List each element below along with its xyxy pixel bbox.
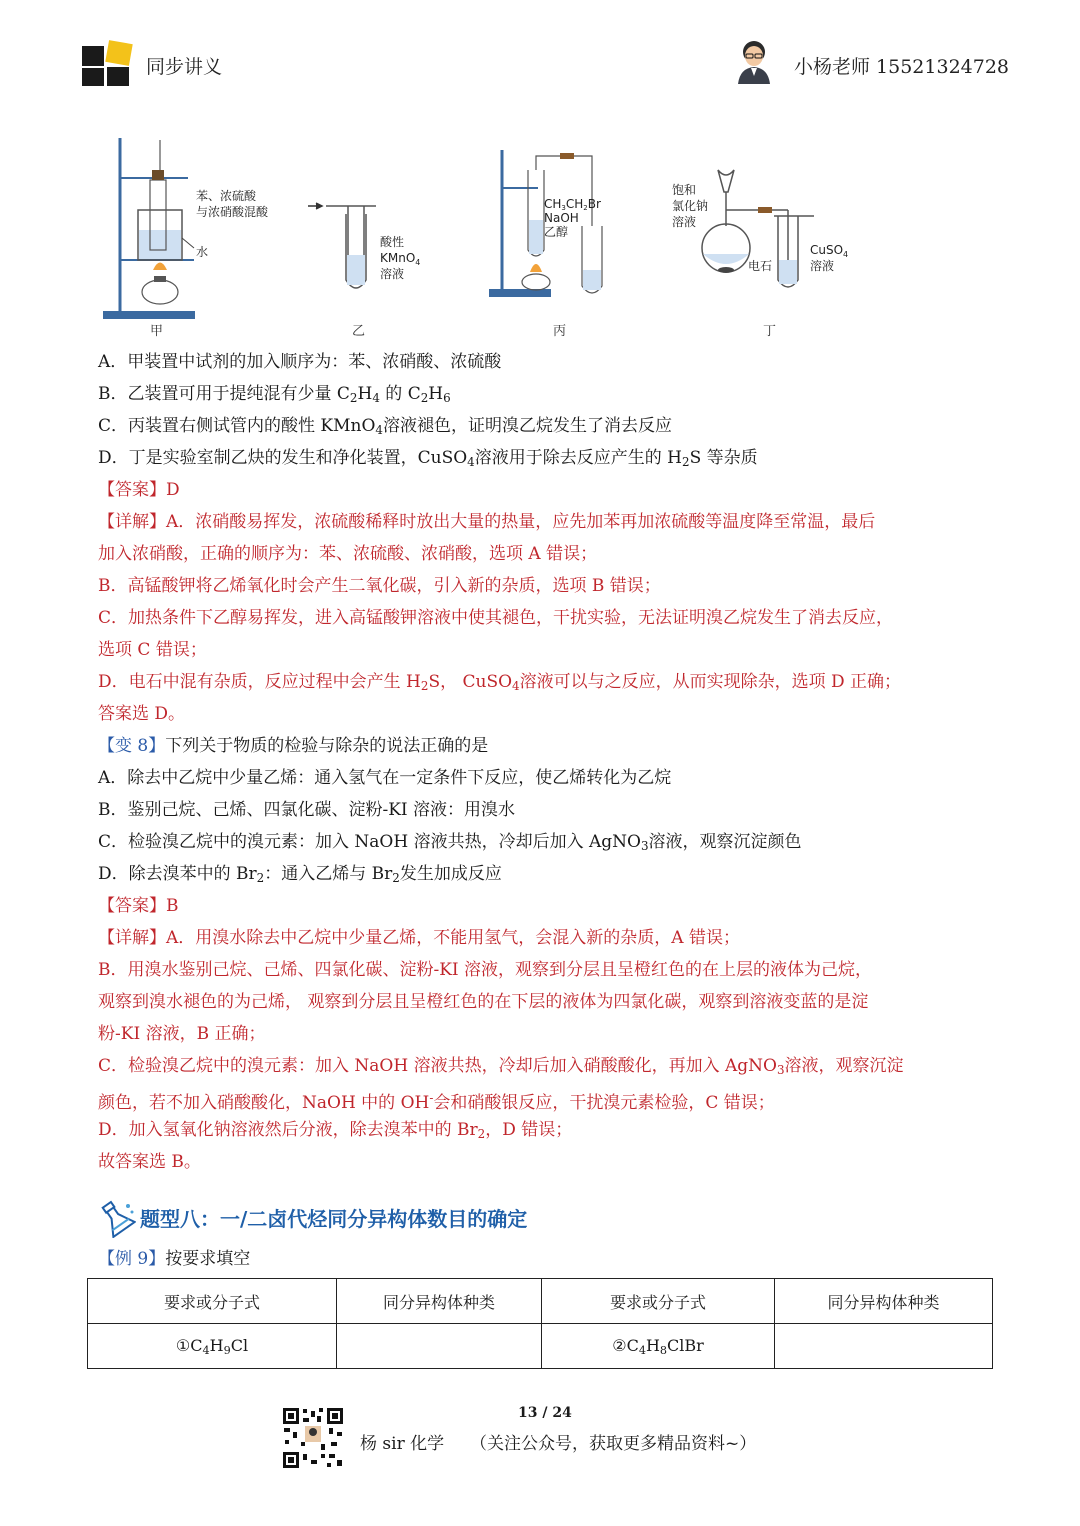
footer-slogan: （关注公众号，获取更多精品资料~） [470,1434,757,1454]
page-number: 13 / 24 [518,1405,572,1421]
caption-yi: 乙 [352,324,366,339]
q8-option-d: D．除去溴苯中的 $Br_2$：通入乙烯与 $Br_2$发生加成反应 [98,864,502,885]
svg-text:与浓硝酸混酸: 与浓硝酸混酸 [196,205,269,219]
teacher-avatar [734,38,774,84]
q8-option-a: A．除去中乙烷中少量乙烯：通入氢气在一定条件下反应，使乙烯转化为乙烷 [98,768,672,788]
q7-detail-line: 选项 C 错误； [98,640,207,660]
svg-text:乙醇: 乙醇 [544,225,569,239]
svg-text:水: 水 [196,245,209,259]
svg-text:NaOH: NaOH [544,211,579,225]
q8-detail-line: B．用溴水鉴别己烷、己烯、四氯化碳、淀粉-KI 溶液，观察到分层且呈橙红色的在上层的液体为己烷， [98,960,873,980]
q8-detail-line: 粉-KI 溶液，B 正确； [98,1024,266,1044]
svg-text:CuSO4: CuSO$_4$ [810,243,849,259]
teacher-contact: 小杨老师 15521324728 [794,56,1010,78]
q7-option-a: A．甲装置中试剂的加入顺序为：苯、浓硝酸、浓硫酸 [98,352,502,372]
svg-text:酸性: 酸性 [380,235,405,249]
q8-detail-line: 观察到溴水褪色的为己烯， 观察到分层且呈橙红色的在下层的液体为四氯化碳，观察到溶液变蓝的是淀 [98,992,869,1012]
table-header-row [88,1279,993,1324]
apparatus-diagram [98,130,858,330]
caption-jia: 甲 [150,324,164,339]
q8-detail-line: 故答案选 B。 [98,1152,201,1172]
q7-option-c: C．丙装置右侧试管内的酸性 KMnO$_4$溶液褪色，证明溴乙烷发生了消去反应 [98,416,672,437]
table-cell-answer-2[interactable] [775,1324,993,1369]
caption-ding: 丁 [763,324,777,339]
q8-detail-line: C．检验溴乙烷中的溴元素：加入 NaOH 溶液共热，冷却后加入硝酸酸化，再加入 AgNO$_3$溶液，观察沉淀 [98,1056,904,1077]
q7-option-d: D．丁是实验室制乙炔的发生和净化装置，CuSO$_4$溶液用于除去反应产生的 $H_2S$ 等杂质 [98,448,758,469]
svg-text:溶液: 溶液 [672,215,697,229]
q8-detail-line: 颜色，若不加入硝酸酸化，NaOH 中的 OH-会和硝酸银反应，干扰溴元素检验，C 错误； [98,1091,775,1113]
q7-answer: 【答案】D [98,480,180,500]
q8-option-c: C．检验溴乙烷中的溴元素：加入 NaOH 溶液共热，冷却后加入 AgNO$_3$溶液，观察沉淀颜色 [98,832,802,853]
flask-icon [96,1198,136,1238]
table-row [88,1324,993,1369]
qr-code-icon [281,1406,345,1470]
ex9-stem: 【例 9】按要求填空 [98,1249,251,1269]
caption-bing: 丙 [553,324,567,339]
svg-text:KMnO4: KMnO$_4$ [380,251,421,267]
footer-account: 杨 sir 化学 [360,1434,445,1454]
logo-icon [80,40,136,88]
table-header: 要求或分子式 [88,1279,337,1324]
q8-answer: 【答案】B [98,896,179,916]
svg-text:氯化钠: 氯化钠 [672,199,709,213]
q7-detail-line: D．电石中混有杂质，反应过程中会产生 $H_2S$， CuSO$_4$溶液可以与之反应，从而实现除杂，选项 D 正确； [98,672,902,693]
q8-stem: 【变 8】下列关于物质的检验与除杂的说法正确的是 [98,736,489,756]
svg-text:溶液: 溶液 [380,267,405,281]
table-cell-formula-2: $②C_4H_8ClBr$ [542,1324,775,1369]
apparatus-yi [308,203,376,288]
svg-text:电石: 电石 [748,259,773,273]
q7-detail-line: 答案选 D。 [98,704,186,724]
table-cell-answer-1[interactable] [337,1324,542,1369]
q8-option-b: B．鉴别己烷、己烯、四氯化碳、淀粉-KI 溶液：用溴水 [98,800,516,820]
svg-text:苯、浓硫酸: 苯、浓硫酸 [196,189,257,203]
isomer-table [87,1278,993,1369]
q8-detail-line: D．加入氢氧化钠溶液然后分液，除去溴苯中的 $Br_2$，D 错误； [98,1120,573,1141]
section-title: 题型八：一/二卤代烃同分异构体数目的确定 [140,1207,528,1231]
q7-detail-line: C．加热条件下乙醇易挥发，进入高锰酸钾溶液中使其褪色，干扰实验，无法证明溴乙烷发生了消去反应， [98,608,894,628]
q7-detail-line: 【详解】A．浓硝酸易挥发，浓硫酸稀释时放出大量的热量，应先加苯再加浓硫酸等温度降至常温，最后 [98,512,876,532]
table-header: 同分异构体种类 [775,1279,993,1324]
svg-text:溶液: 溶液 [810,259,835,273]
apparatus-jia [104,138,194,318]
table-cell-formula-1: $①C_4H_9Cl$ [88,1324,337,1369]
table-header: 要求或分子式 [542,1279,775,1324]
svg-text:CH3CH2Br: CH3CH2Br [544,197,601,212]
table-header: 同分异构体种类 [337,1279,542,1324]
q7-detail-line: 加入浓硝酸，正确的顺序为：苯、浓硫酸、浓硝酸，选项 A 错误； [98,544,598,564]
header-title: 同步讲义 [146,56,223,78]
q7-detail-line: B．高锰酸钾将乙烯氧化时会产生二氧化碳，引入新的杂质，选项 B 错误； [98,576,661,596]
svg-text:饱和: 饱和 [672,183,697,197]
q7-option-b: B．乙装置可用于提纯混有少量 $C_2H_4$ 的 $C_2H_6$ [98,384,451,405]
q8-detail-line: 【详解】A．用溴水除去中乙烷中少量乙烯，不能用氢气，会混入新的杂质，A 错误； [98,928,740,948]
